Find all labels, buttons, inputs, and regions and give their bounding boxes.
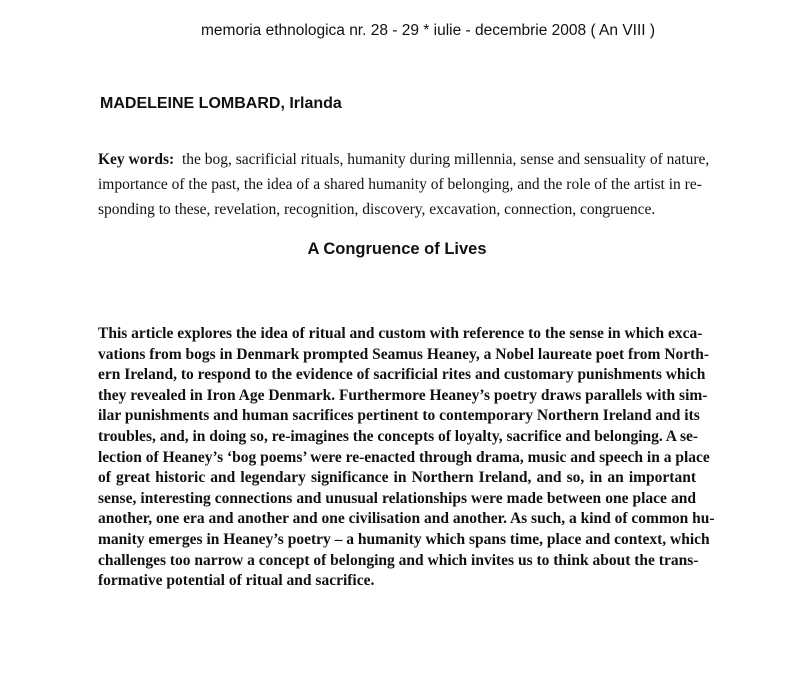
abstract-line: vations from bogs in Denmark prompted Seamus Heaney, a Nobel laureate poet from North- — [98, 345, 710, 363]
abstract-line: sense, interesting connections and unusual relationships were made between one place and — [98, 489, 696, 507]
keywords-line — [98, 147, 710, 172]
article-title — [0, 240, 800, 259]
running-header: memoria ethnologica nr. 28 - 29 * iulie - decembrie 2008 ( An VIII ) — [201, 22, 656, 39]
abstract-paragraph — [98, 324, 715, 592]
keywords-line: importance of the past, the idea of a shared humanity of belonging, and the role of the artist in re- — [98, 176, 702, 193]
abstract-line: formative potential of ritual and sacrifice. — [98, 572, 375, 590]
abstract-line: ilar punishments and human sacrifices pertinent to contemporary Northern Ireland and its — [98, 407, 700, 425]
keywords-paragraph — [98, 147, 710, 222]
abstract-line: challenges too narrow a concept of belonging and which invites us to think about the trans- — [98, 551, 699, 569]
article-title-text: A Congruence of Lives — [307, 240, 487, 258]
abstract-line: troubles, and, in doing so, re-imagines the concepts of loyalty, sacrifice and belonging. A se- — [98, 427, 699, 445]
abstract-line: of great historic and legendary significance in Northern Ireland, and so, in an important — [98, 469, 696, 487]
abstract-line: lection of Heaney’s ‘bog poems’ were re-enacted through drama, music and speech in a place — [98, 448, 710, 466]
abstract-line: another, one era and another and one civilisation and another. As such, a kind of common hu- — [98, 510, 715, 528]
author-line: MADELEINE LOMBARD, Irlanda — [100, 95, 342, 112]
abstract-line: they revealed in Iron Age Denmark. Furthermore Heaney’s poetry draws parallels with sim- — [98, 386, 708, 404]
keywords-line: sponding to these, revelation, recognition, discovery, excavation, connection, congruence. — [98, 201, 656, 218]
keywords-text: the bog, sacrificial rituals, humanity during millennia, sense and sensuality of nature, — [181, 151, 710, 168]
abstract-line: ern Ireland, to respond to the evidence of sacrificial rites and customary punishments which — [98, 366, 706, 384]
abstract-line: This article explores the idea of ritual and custom with reference to the sense in which exca- — [98, 325, 703, 342]
abstract-line: manity emerges in Heaney’s poetry – a humanity which spans time, place and context, which — [98, 530, 710, 548]
keywords-label: Key words: — [98, 151, 175, 168]
